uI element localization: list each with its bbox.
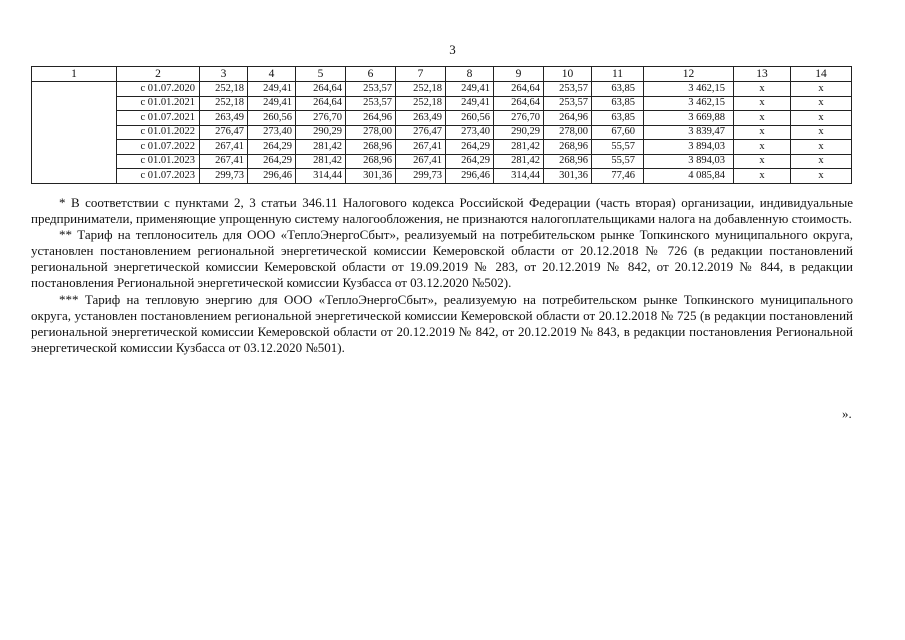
table-header-row	[32, 67, 852, 82]
header-cell: 2	[117, 67, 200, 82]
header-cell: 6	[346, 67, 396, 82]
value-cell: 249,41	[446, 96, 494, 111]
value-cell: 281,42	[494, 140, 544, 155]
value-cell: 55,57	[592, 140, 644, 155]
header-cell: 10	[544, 67, 592, 82]
value-cell: 252,18	[200, 82, 248, 97]
value-cell: 264,64	[494, 96, 544, 111]
table-row	[32, 111, 852, 126]
value-cell: 249,41	[446, 82, 494, 97]
value-cell: 263,49	[396, 111, 446, 126]
page-number: 3	[449, 42, 456, 57]
value-cell: 252,18	[396, 96, 446, 111]
value-cell: 268,96	[346, 140, 396, 155]
value-cell: x	[791, 154, 852, 169]
value-cell: 253,57	[544, 96, 592, 111]
value-cell: x	[791, 82, 852, 97]
merged-first-column-cell	[32, 82, 117, 184]
period-cell: с 01.01.2021	[117, 96, 200, 111]
closing-quote-mark: ».	[842, 406, 852, 421]
value-cell: 264,64	[296, 82, 346, 97]
table-row	[32, 154, 852, 169]
table-row	[32, 125, 852, 140]
value-cell: x	[734, 82, 791, 97]
value-cell: 314,44	[296, 169, 346, 184]
header-cell: 12	[644, 67, 734, 82]
footnotes	[31, 195, 853, 356]
value-cell: 281,42	[296, 154, 346, 169]
value-cell: x	[734, 111, 791, 126]
period-cell: с 01.07.2023	[117, 169, 200, 184]
value-cell: 63,85	[592, 111, 644, 126]
value-cell: 281,42	[296, 140, 346, 155]
value-cell: 264,29	[248, 154, 296, 169]
value-cell: 77,46	[592, 169, 644, 184]
value-cell: 267,41	[200, 140, 248, 155]
header-cell: 7	[396, 67, 446, 82]
footnote-heat-carrier-tariff: ** Тариф на теплоноситель для ООО «ТеплоЭнергоСбыт», реализуемый на потребительском рынке Топкинского муниципального округа, установлен постановлением региональной энергетической комиссии Кемеровской области от 20.12.2018 № 726 (в редакции постановлений региональной энергетической комиссии Кемеровской области от 19.09.2019 № 283, от 20.12.2019 № 842, от 20.12.2019 № 844, в редакции постановления Региональной энергетической комиссии Кузбасса от 03.12.2020 №502).	[31, 227, 853, 291]
header-cell: 11	[592, 67, 644, 82]
value-cell: x	[734, 125, 791, 140]
table-row	[32, 169, 852, 184]
value-cell: 296,46	[446, 169, 494, 184]
value-cell: 260,56	[248, 111, 296, 126]
value-cell: 290,29	[296, 125, 346, 140]
footnote-vat: * В соответствии с пунктами 2, 3 статьи 346.11 Налогового кодекса Российской Федерации (часть вторая) организации, индивидуальные предприниматели, применяющие упрощенную систему налогообложения, не признаются налогоплательщиками налога на добавленную стоимость.	[31, 195, 853, 227]
header-cell: 13	[734, 67, 791, 82]
value-cell: x	[734, 140, 791, 155]
footnote-heat-energy-tariff: *** Тариф на тепловую энергию для ООО «ТеплоЭнергоСбыт», реализуемую на потребительском рынке Топкинского муниципального округа, установлен постановлением региональной энергетической комиссии Кемеровской области от 20.12.2018 № 725 (в редакции постановлений региональной энергетической комиссии Кемеровской области от 20.12.2019 № 842, от 20.12.2019 № 843, в редакции постановления Региональной энергетической комиссии Кузбасса от 03.12.2020 №501).	[31, 291, 853, 355]
value-cell: 299,73	[396, 169, 446, 184]
value-cell: 264,96	[544, 111, 592, 126]
value-cell: 278,00	[346, 125, 396, 140]
value-cell: 249,41	[248, 96, 296, 111]
value-cell: 314,44	[494, 169, 544, 184]
value-cell: 273,40	[248, 125, 296, 140]
value-cell: x	[791, 111, 852, 126]
value-cell: 252,18	[200, 96, 248, 111]
value-cell: x	[791, 125, 852, 140]
value-cell: 301,36	[544, 169, 592, 184]
header-cell: 14	[791, 67, 852, 82]
value-cell: 263,49	[200, 111, 248, 126]
value-cell: 264,29	[446, 140, 494, 155]
value-cell: 55,57	[592, 154, 644, 169]
value-cell: 67,60	[592, 125, 644, 140]
value-cell: 260,56	[446, 111, 494, 126]
value-cell: 3 894,03	[644, 154, 734, 169]
value-cell: 276,70	[296, 111, 346, 126]
value-cell: 3 669,88	[644, 111, 734, 126]
value-cell: 264,29	[248, 140, 296, 155]
value-cell: x	[791, 169, 852, 184]
header-cell: 9	[494, 67, 544, 82]
value-cell: 264,29	[446, 154, 494, 169]
value-cell: 278,00	[544, 125, 592, 140]
value-cell: 249,41	[248, 82, 296, 97]
value-cell: x	[791, 140, 852, 155]
value-cell: 267,41	[200, 154, 248, 169]
value-cell: 253,57	[346, 82, 396, 97]
value-cell: 267,41	[396, 140, 446, 155]
value-cell: 268,96	[346, 154, 396, 169]
value-cell: 276,70	[494, 111, 544, 126]
table-row	[32, 82, 852, 97]
period-cell: с 01.01.2023	[117, 154, 200, 169]
value-cell: 63,85	[592, 96, 644, 111]
tariff-table	[31, 66, 852, 184]
period-cell: с 01.01.2022	[117, 125, 200, 140]
header-cell: 5	[296, 67, 346, 82]
value-cell: x	[734, 154, 791, 169]
value-cell: 3 839,47	[644, 125, 734, 140]
header-cell: 4	[248, 67, 296, 82]
value-cell: 63,85	[592, 82, 644, 97]
header-cell: 1	[32, 67, 117, 82]
value-cell: 3 462,15	[644, 96, 734, 111]
value-cell: 268,96	[544, 140, 592, 155]
value-cell: 276,47	[200, 125, 248, 140]
period-cell: с 01.07.2020	[117, 82, 200, 97]
value-cell: 273,40	[446, 125, 494, 140]
value-cell: 276,47	[396, 125, 446, 140]
value-cell: 264,96	[346, 111, 396, 126]
value-cell: 253,57	[346, 96, 396, 111]
period-cell: с 01.07.2022	[117, 140, 200, 155]
value-cell: 264,64	[296, 96, 346, 111]
value-cell: 264,64	[494, 82, 544, 97]
period-cell: с 01.07.2021	[117, 111, 200, 126]
table-row	[32, 140, 852, 155]
value-cell: x	[791, 96, 852, 111]
header-cell: 3	[200, 67, 248, 82]
value-cell: 253,57	[544, 82, 592, 97]
value-cell: 301,36	[346, 169, 396, 184]
value-cell: 267,41	[396, 154, 446, 169]
table-row	[32, 96, 852, 111]
header-cell: 8	[446, 67, 494, 82]
value-cell: 268,96	[544, 154, 592, 169]
value-cell: 3 462,15	[644, 82, 734, 97]
value-cell: 4 085,84	[644, 169, 734, 184]
value-cell: 252,18	[396, 82, 446, 97]
value-cell: x	[734, 96, 791, 111]
value-cell: 290,29	[494, 125, 544, 140]
value-cell: 281,42	[494, 154, 544, 169]
value-cell: x	[734, 169, 791, 184]
value-cell: 3 894,03	[644, 140, 734, 155]
value-cell: 299,73	[200, 169, 248, 184]
value-cell: 296,46	[248, 169, 296, 184]
